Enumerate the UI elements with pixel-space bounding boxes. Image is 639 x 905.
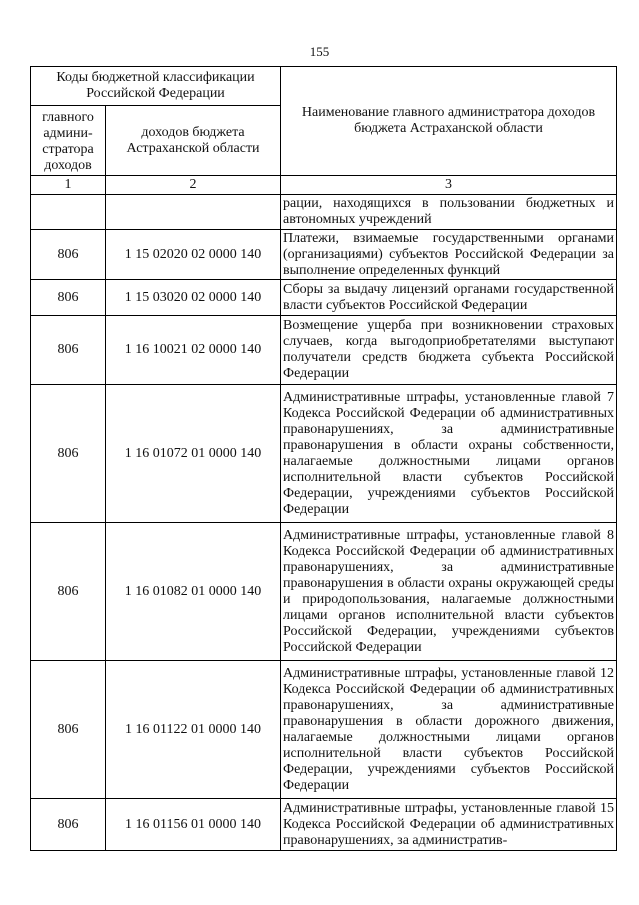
header-revenue-code: доходов бюджета Астраханской области [106,106,281,176]
admin-code-cell: 806 [31,230,106,280]
header-number-2: 2 [106,176,281,195]
admin-code-cell: 806 [31,280,106,316]
revenue-code-cell: 1 16 01156 01 0000 140 [106,799,281,851]
revenue-code-cell: 1 16 01072 01 0000 140 [106,385,281,523]
table-row [31,230,617,280]
admin-code-cell [31,195,106,230]
revenue-code-cell: 1 15 03020 02 0000 140 [106,280,281,316]
table-row [31,523,617,661]
table-row [31,661,617,799]
admin-code-cell: 806 [31,316,106,385]
admin-code-cell: 806 [31,385,106,523]
table-row [31,316,617,385]
header-number-1: 1 [31,176,106,195]
revenue-code-cell: 1 16 01082 01 0000 140 [106,523,281,661]
description-cell: Административные штрафы, установленные главой 12 Кодекса Российской Федерации об административных правонарушениях, за административные правонарушения в области дорожного движения, налагаемые должностными лицами органов исполнительной власти субъектов Российской Федерации, учреждениями субъектов Российской Федерации [281,661,617,799]
admin-code-cell: 806 [31,799,106,851]
revenue-code-cell: 1 16 10021 02 0000 140 [106,316,281,385]
header-admin-name: Наименование главного администратора доходов бюджета Астраханской области [281,67,617,176]
page-number: 155 [309,44,330,59]
description-cell: Сборы за выдачу лицензий органами государственной власти субъектов Российской Федерации [281,280,617,316]
description-cell: Возмещение ущерба при возникновении страховых случаев, когда выгодоприобретателями выступают получатели средств бюджета субъекта Российской Федерации [281,316,617,385]
revenue-code-cell: 1 16 01122 01 0000 140 [106,661,281,799]
table-row [31,280,617,316]
description-cell: рации, находящихся в пользовании бюджетных и автономных учреждений [281,195,617,230]
budget-classification-table [30,66,617,851]
header-main-admin: главного админи-стратора доходов [31,106,106,176]
description-cell: Административные штрафы, установленные главой 7 Кодекса Российской Федерации об административных правонарушениях, за административные правонарушения в области охраны собственности, налагаемые должностными лицами органов исполнительной власти субъектов Российской Федерации, учреждениями субъектов Российской Федерации [281,385,617,523]
table-row [31,195,617,230]
admin-code-cell: 806 [31,661,106,799]
description-cell: Административные штрафы, установленные главой 8 Кодекса Российской Федерации об административных правонарушениях, за административные правонарушения в области охраны окружающей среды и природопользования, налагаемые должностными лицами органов исполнительной власти субъектов Российской Федерации, учреждениями субъектов Российской Федерации [281,523,617,661]
header-codes-group: Коды бюджетной классификации Российской Федерации [31,67,281,106]
description-cell: Административные штрафы, установленные главой 15 Кодекса Российской Федерации об административных правонарушениях, за административ- [281,799,617,851]
header-number-3: 3 [281,176,617,195]
revenue-code-cell: 1 15 02020 02 0000 140 [106,230,281,280]
admin-code-cell: 806 [31,523,106,661]
table-row [31,385,617,523]
revenue-code-cell [106,195,281,230]
description-cell: Платежи, взимаемые государственными органами (организациями) субъектов Российской Федерации за выполнение определенных функций [281,230,617,280]
table-row [31,799,617,851]
